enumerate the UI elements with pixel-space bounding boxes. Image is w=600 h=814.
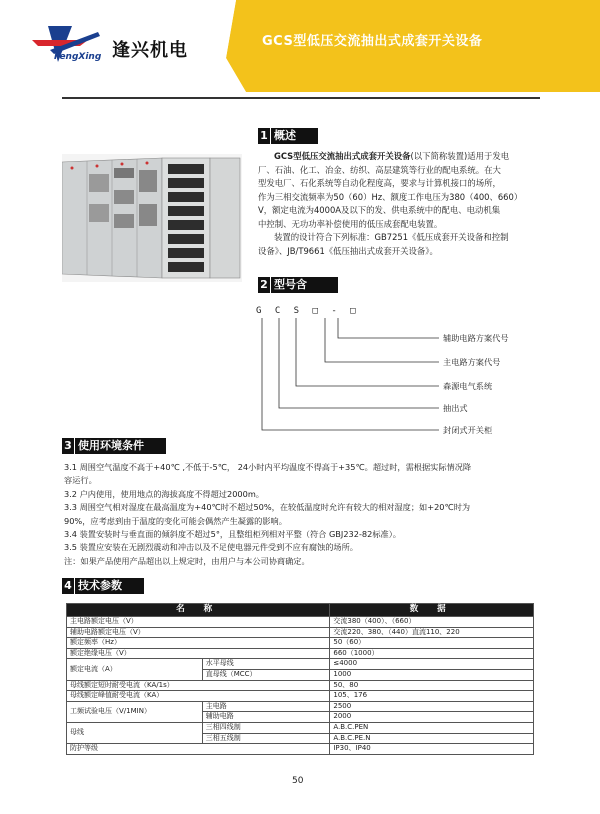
table-row xyxy=(67,722,534,733)
param-value: 660（1000） xyxy=(330,648,534,659)
overview-line: 作为三相交流频率为50（60）Hz、额度工作电压为380（400、660） xyxy=(258,191,523,202)
page-number: 50 xyxy=(292,776,304,786)
param-name: 辅助电路额定电压（V） xyxy=(67,627,330,638)
table-row xyxy=(67,744,534,755)
section-4-heading xyxy=(62,578,152,594)
overview-line: 设备》、JB/T9661《低压抽出式成套开关设备》。 xyxy=(258,245,438,256)
env-line: 3.2 户内使用，使用地点的海拔高度不得超过2000m。 xyxy=(64,488,264,499)
env-line: 90%，应考虑到由于温度的变化可能会偶然产生凝露的影响。 xyxy=(64,515,287,526)
brand-latin: FengXing xyxy=(54,52,102,62)
overview-lead: GCS型低压交流抽出式成套开关设备 xyxy=(274,151,411,161)
param-value: ≤4000 xyxy=(330,659,534,670)
section-number: 1 xyxy=(258,128,270,144)
overview-line: 中控制、无功功率补偿使用的低压成套配电装置。 xyxy=(258,218,443,229)
param-value: 2500 xyxy=(330,701,534,712)
model-label-main-circuit: 主电路方案代号 xyxy=(443,357,501,367)
overview-line: 型发电厂、石化系统等自动化程度高，要求与计算机接口的场所， xyxy=(258,178,501,188)
model-label-enclosed: 封闭式开关柜 xyxy=(443,425,493,435)
param-subname: 主电路 xyxy=(202,701,330,712)
column-header-name: 名 称 xyxy=(67,604,330,617)
cabinet-photo xyxy=(62,154,242,282)
table-row xyxy=(67,638,534,649)
param-name: 额定频率（Hz） xyxy=(67,638,330,649)
section-number: 2 xyxy=(258,277,270,293)
table-row xyxy=(67,659,534,670)
env-line: 3.5 装置应安装在无剧烈震动和冲击以及不足使电器元件受到不应有腐蚀的场所。 xyxy=(64,542,358,553)
section-label: 型号含义 xyxy=(271,277,338,293)
env-line: 3.4 装置安装时与垂直面的倾斜度不超过5°，且整组柜列相对平整（符合 GBJ232-82标准）。 xyxy=(64,529,401,540)
param-subname: 三相四线制 xyxy=(202,722,330,733)
environment-text xyxy=(64,461,544,568)
model-code-leader-lines xyxy=(255,316,445,436)
param-subname: 水平母线 xyxy=(202,659,330,670)
param-value: 105、176 xyxy=(330,691,534,702)
param-value: A.B.C.PE.N xyxy=(330,733,534,744)
param-name: 防护等级 xyxy=(67,744,330,755)
header-divider xyxy=(62,97,540,99)
overview-line: 厂、石油、化工、冶金、纺织、高层建筑等行业的配电系统。在大 xyxy=(258,164,501,175)
param-name: 母线 xyxy=(67,722,203,743)
param-name: 主电路额定电压（V） xyxy=(67,617,330,628)
section-label: 使用环境条件 xyxy=(75,438,166,454)
param-value: 交流380（400）、（660） xyxy=(330,617,534,628)
model-label-drawout: 抽出式 xyxy=(443,403,468,413)
param-value: 2000 xyxy=(330,712,534,723)
param-subname: 直母线（MCC） xyxy=(202,669,330,680)
section-number: 3 xyxy=(62,438,74,454)
table-row xyxy=(67,680,534,691)
table-row xyxy=(67,617,534,628)
param-value: 50、80 xyxy=(330,680,534,691)
section-number: 4 xyxy=(62,578,74,594)
env-line: 3.3 周围空气相对湿度在最高温度为+40℃时不超过50%，在较低温度时允许有较大的相对湿度；如+20℃时为 xyxy=(64,502,471,513)
section-3-heading xyxy=(62,438,172,454)
table-row xyxy=(67,691,534,702)
overview-line: 装置的设计符合下列标准：GB7251《低压成套开关设备和控制 xyxy=(274,232,509,242)
overview-text xyxy=(258,150,548,258)
env-line: 注：如果产品使用产品超出以上规定时，由用户与本公司协商确定。 xyxy=(64,555,310,566)
env-line: 容运行。 xyxy=(64,475,97,486)
env-line: 3.1 周围空气温度不高于+40℃ ,不低于-5℃， 24小时内平均温度不得高于+35℃。超过时，需根据实际情况降 xyxy=(64,462,472,472)
param-name: 额定绝缘电压（V） xyxy=(67,648,330,659)
model-label-aux-circuit: 辅助电路方案代号 xyxy=(443,333,509,343)
brand-name: 逢兴机电 xyxy=(112,40,188,61)
model-label-system: 森源电气系统 xyxy=(443,381,493,391)
section-label: 概述 xyxy=(271,128,318,144)
table-header-row xyxy=(67,604,534,617)
table-row xyxy=(67,701,534,712)
table-row xyxy=(67,648,534,659)
param-name: 母线额定短时耐受电流（KA/1s） xyxy=(67,680,330,691)
model-code: G C S □ - □ xyxy=(256,306,360,316)
page-title: GCS型低压交流抽出式成套开关设备 xyxy=(262,34,483,49)
overview-line: (以下简称装置)适用于发电 xyxy=(410,151,510,161)
section-2-heading xyxy=(258,277,338,307)
param-value: 交流220、380、（440）直流110、220 xyxy=(330,627,534,638)
param-value: 1000 xyxy=(330,669,534,680)
param-name: 额定电流（A） xyxy=(67,659,203,680)
table-row xyxy=(67,627,534,638)
overview-line: V，额定电流为4000A及以下的发、供电系统中的配电、电动机集 xyxy=(258,205,501,215)
param-subname: 三相五线制 xyxy=(202,733,330,744)
param-name: 工频试验电压（V/1MIN） xyxy=(67,701,203,722)
param-value: 50（60） xyxy=(330,638,534,649)
param-value: A.B.C.PEN xyxy=(330,722,534,733)
section-1-heading xyxy=(258,128,318,144)
column-header-data: 数 据 xyxy=(330,604,534,617)
spec-table xyxy=(66,603,534,755)
section-label: 技术参数 xyxy=(75,578,144,594)
param-value: IP30、IP40 xyxy=(330,744,534,755)
param-name: 母线额定峰值耐受电流（KA） xyxy=(67,691,330,702)
param-subname: 辅助电路 xyxy=(202,712,330,723)
